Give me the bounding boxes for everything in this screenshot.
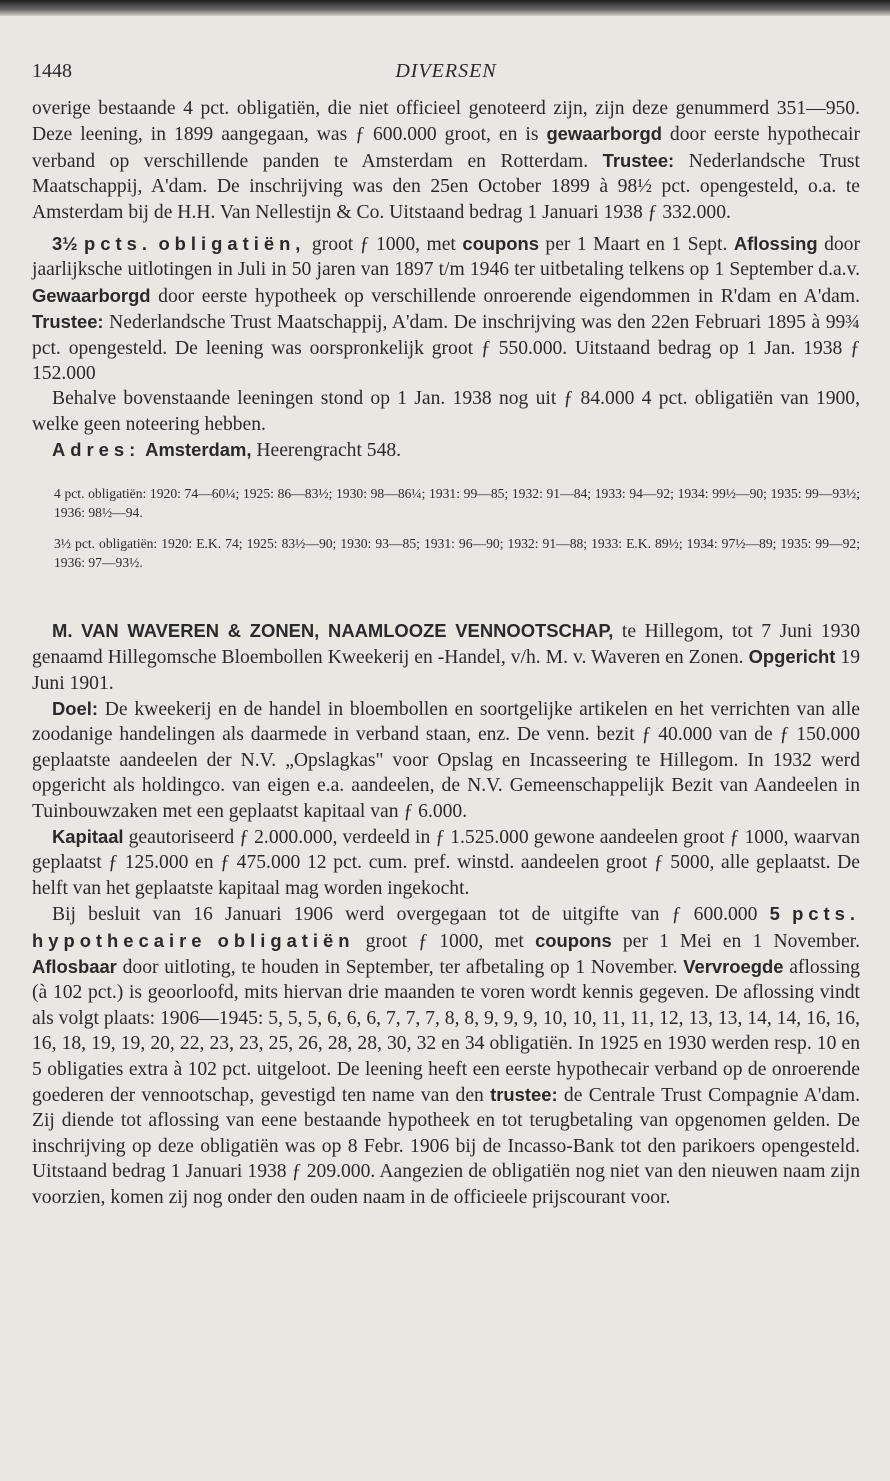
paragraph-bond-5pct: Bij besluit van 16 Januari 1906 werd overgegaan tot de uitgifte van ƒ 600.000 5 pcts. hypothecaire obligatiën groot ƒ 1000, met coupons per 1 Mei en 1 November. Aflosbaar door uitloting, te houden in September, ter afbetaling op 1 November. Vervroegde aflossing (à 102 pct.) is geoorloofd, mits hiervan drie maanden te voren wordt kennis gegeven. De aflossing vindt als volgt plaats: 1906—1945: 5, 5, 5, 6, 6, 6, 7, 7, 7, 8, 8, 9, 9, 9, 10, 10, 11, 11, 12, 13, 13, 14, 14, 16, 16, 16, 18, 19, 19, 20, 22, 23, 23, 25, 26, 28, 28, 30, 32 en 34 obligatiën. In 1925 en 1930 werden resp. 10 en 5 obligaties extra à 102 pct. uitgeloot. De leening heeft een eerste hypothecair verband op de onroerende goederen der vennootschap, gevestigd ten name van den trustee: de Centrale Trust Compagnie A'dam. Zij diende tot aflossing van eene bestaande hypotheek en tot terugbetaling van opgenomen gelden. De inschrijving op deze obligatiën was op 8 Febr. 1906 bij de Incasso-Bank tot den parikoers opengesteld. Uitstaand bedrag 1 Januari 1938 ƒ 209.000. Aangezien de obligatiën nog niet van den nieuwen naam zijn voorzien, komen zij nog onder den ouden naam in de officieele prijscourant voor. bbox=[32, 903, 860, 1208]
paragraph-doel: Doel: De kweekerij en de handel in bloembollen en soortgelijke artikelen en het verrichten van alle zoodanige handelingen als daarmede in verband staan, enz. De venn. bezit ƒ 40.000 van de ƒ 150.000 geplaatste aandeelen der N.V. „Opslagkas" voor Opslag en Incasseering te Hillegom. In 1932 werd opgericht als holdingco. van eigen e.a. aandeelen, de N.V. Gemeenschappelijk Bezit van Aandeelen in Tuinbouwzaken met een geplaatst kapitaal van ƒ 6.000. bbox=[32, 697, 860, 822]
page-number: 1448 bbox=[32, 60, 72, 82]
page-header bbox=[32, 60, 860, 88]
page-top-edge bbox=[0, 0, 890, 16]
paragraph-bond-4pct: overige bestaande 4 pct. obligatiën, die niet officieel genoteerd zijn, zijn deze genummerd 351—950. Deze leening, in 1899 aangegaan, was ƒ 600.000 groot, en is gewaarborgd door eerste hypothecair verband op verschillende panden te Amsterdam en Rotterdam. Trustee: Nederlandsche Trust Maatschappij, A'dam. De inschrijving was den 25en October 1899 à 98½ pct. opengesteld, o.a. te Amsterdam bij de H.H. Van Nellestijn & Co. Uitstaand bedrag 1 Januari 1938 ƒ 332.000. bbox=[32, 98, 860, 223]
paragraph-address: Adres: Amsterdam, Heerengracht 548. bbox=[52, 439, 402, 462]
paragraph-kapitaal: Kapitaal geautoriseerd ƒ 2.000.000, verdeeld in ƒ 1.525.000 gewone aandeelen groot ƒ 1000, waarvan geplaatst ƒ 125.000 en ƒ 475.000 12 pct. cum. pref. winstd. aandeelen groot ƒ 5000, alle geplaatst. De helft van het geplaatste kapitaal mag worden ingekocht. bbox=[32, 825, 860, 899]
price-note-4pct: 4 pct. obligatiën: 1920: 74—60¼; 1925: 86—83½; 1930: 98—86¼; 1931: 99—85; 1932: 91—84; 1933: 94—92; 1934: 99½—90; 1935: 99—93½; 1936: 98½—94. bbox=[54, 485, 860, 520]
paragraph-company: M. VAN WAVEREN & ZONEN, NAAMLOOZE VENNOOTSCHAP, te Hillegom, tot 7 Juni 1930 genaamd Hillegomsche Bloembollen Kweekerij en -Handel, v/h. M. v. Waveren en Zonen. Opgericht 19 Juni 1901. bbox=[32, 619, 860, 694]
price-note-3-5pct: 3½ pct. obligatiën: 1920: E.K. 74; 1925: 83½—90; 1930: 93—85; 1931: 96—90; 1932: 91—88; 1933: E.K. 89½; 1934: 97½—89; 1935: 99—92; 1936: 97—93½. bbox=[54, 535, 860, 570]
page-body bbox=[32, 96, 860, 1210]
running-title: DIVERSEN bbox=[395, 60, 497, 82]
paragraph-bond-3-5pct: 3½ pcts. obligatiën, groot ƒ 1000, met coupons per 1 Maart en 1 Sept. Aflossing door jaarlijksche uitlotingen in Juli in 50 jaren van 1897 t/m 1946 ter uitbetaling telkens op 1 September d.a.v. Gewaarborgd door eerste hypotheek op verschillende onroerende eigendommen in R'dam en A'dam. Trustee: Nederlandsche Trust Maatschappij, A'dam. De inschrijving was den 22en Februari 1895 à 99¾ pct. opengesteld. De leening was oorspronkelijk groot ƒ 550.000. Uitstaand bedrag op 1 Jan. 1938 ƒ 152.000 bbox=[32, 233, 860, 385]
paragraph-outstanding: Behalve bovenstaande leeningen stond op 1 Jan. 1938 nog uit ƒ 84.000 4 pct. obligatiën van 1900, welke geen noteering hebben. bbox=[32, 388, 860, 435]
